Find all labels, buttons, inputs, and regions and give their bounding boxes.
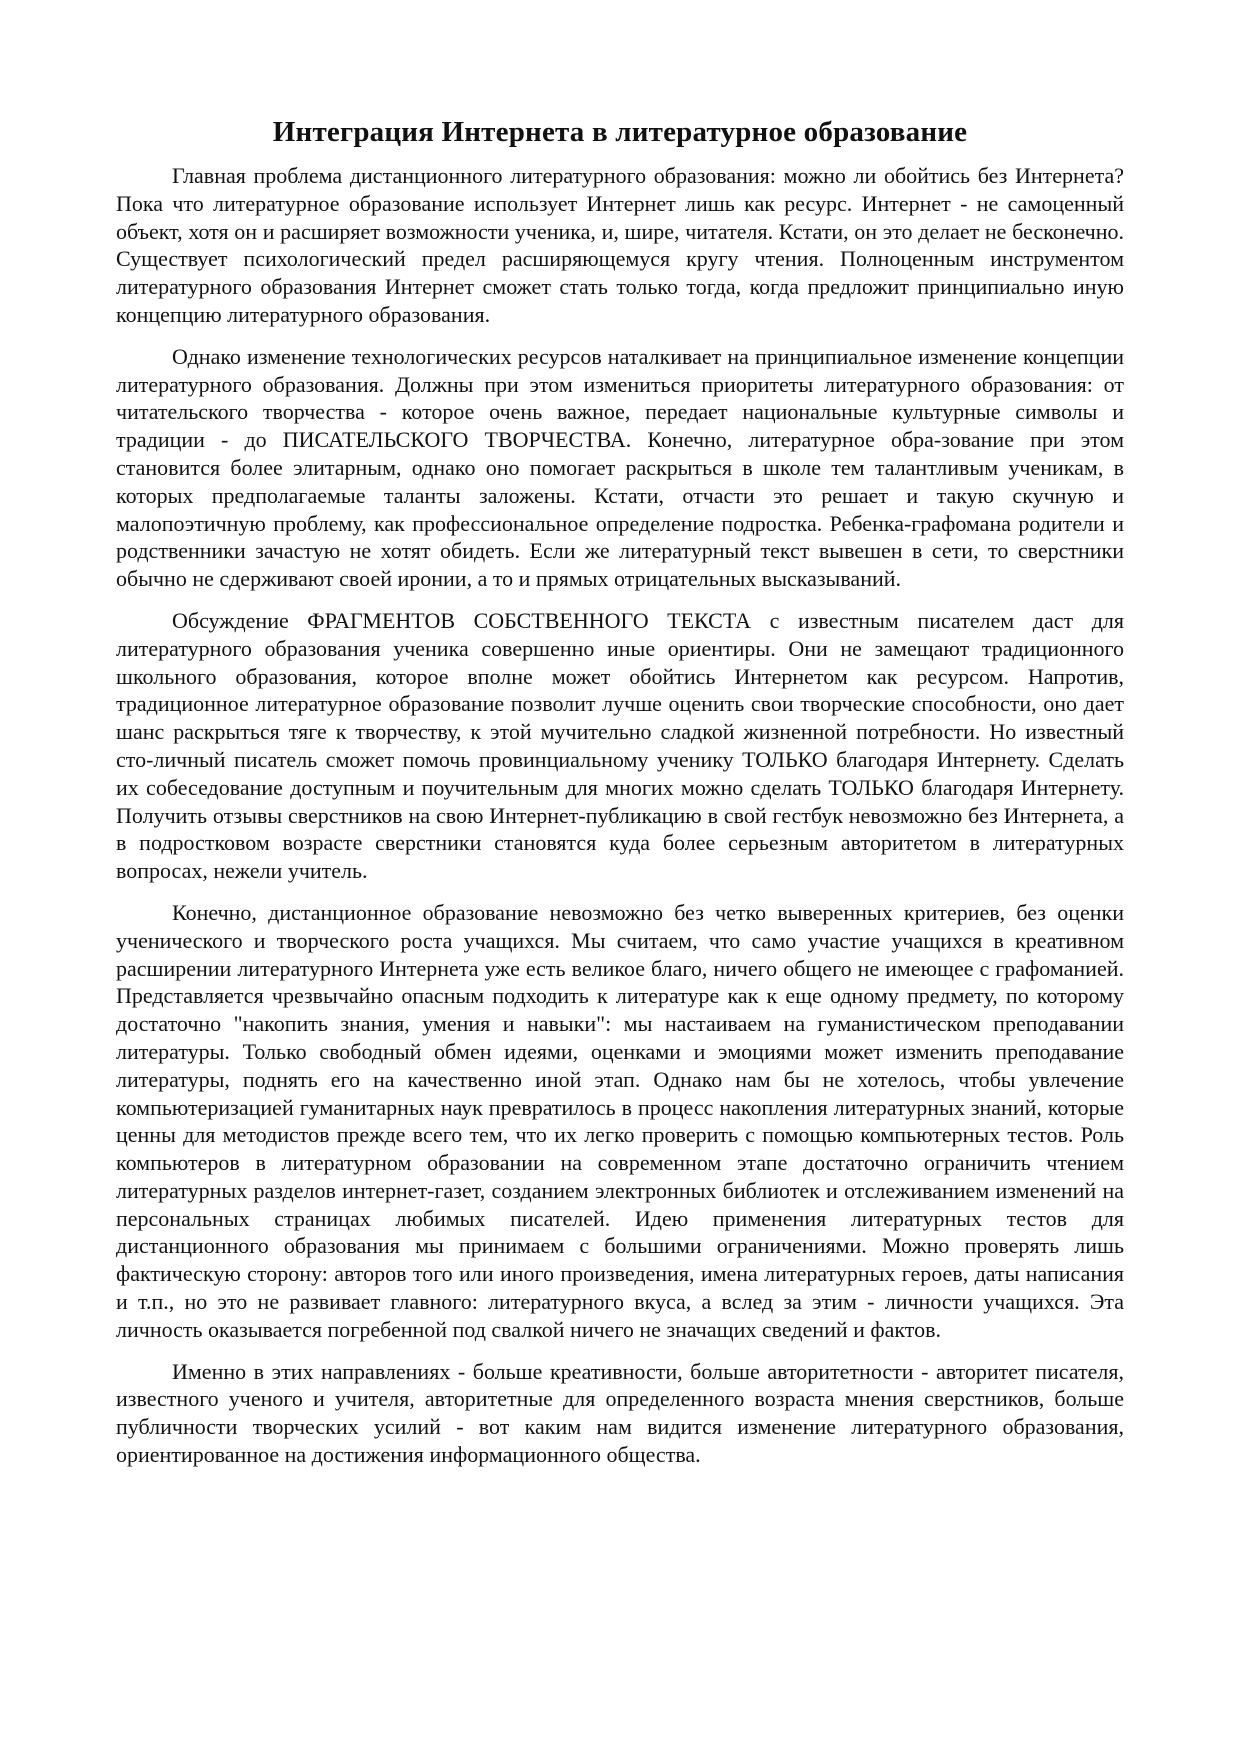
paragraph-3: Обсуждение ФРАГМЕНТОВ СОБСТВЕННОГО ТЕКСТА с известным писателем даст для литературного образования ученика совершенно иные ориентиры. Они не замещают традиционного школьного образования, которое вполне может обойтись Интернетом как ресурсом. Напротив, традиционное литературное образование позволит лучше оценить свои творческие способности, оно дает шанс раскрыться тяге к творчеству, к этой мучительно сладкой жизненной потребности. Но известный сто-личный писатель сможет помочь провинциальному ученику ТОЛЬКО благодаря Интернету. Сделать их собеседование доступным и поучительным для многих можно сделать ТОЛЬКО благодаря Интернету. Получить отзывы сверстников на свою Интернет-публикацию в свой гестбук невозможно без Интернета, а в подростковом возрасте сверстники становятся куда более серьезным авторитетом в литературных вопросах, нежели учитель. [116,607,1124,884]
paragraph-5: Именно в этих направлениях - больше креативности, больше авторитетности - авторитет писателя, известного ученого и учителя, авторитетные для определенного возраста мнения сверстников, больше публичности творческих усилий - вот каким нам видится изменение литературного образования, ориентированное на достижения информационного общества. [116,1358,1124,1468]
document-title: Интеграция Интернета в литературное образование [272,116,968,148]
document-page [116,112,1124,1483]
paragraph-4: Конечно, дистанционное образование невозможно без четко выверенных критериев, без оценки ученического и творческого роста учащихся. Мы считаем, что само участие учащихся в креативном расширении литературного Интернета уже есть великое благо, ничего общего не имеющее с графоманией. Представляется чрезвычайно опасным подходить к литературе как к еще одному предмету, по которому достаточно "накопить знания, умения и навыки": мы настаиваем на гуманистическом преподавании литературы. Только свободный обмен идеями, оценками и эмоциями может изменить преподавание литературы, поднять его на качественно иной этап. Однако нам бы не хотелось, чтобы увлечение компьютеризацией гуманитарных наук превратилось в процесс накопления литературных знаний, которые ценны для методистов прежде всего тем, что их легко проверить с помощью компьютерных тестов. Роль компьютеров в литературном образовании на современном этапе достаточно ограничить чтением литературных разделов интернет-газет, созданием электронных библиотек и отслеживанием изменений на персональных страницах любимых писателей. Идею применения литературных тестов для дистанционного образования мы принимаем с большими ограничениями. Можно проверять лишь фактическую сторону: авторов того или иного произведения, имена литературных героев, даты написания и т.п., но это не развивает главного: литературного вкуса, а вслед за этим - личности учащихся. Эта личность оказывается погребенной под свалкой ничего не значащих сведений и фактов. [116,899,1124,1342]
paragraph-2: Однако изменение технологических ресурсов наталкивает на принципиальное изменение концепции литературного образования. Должны при этом измениться приоритеты литературного образования: от читательского творчества - которое очень важное, передает национальные культурные символы и традиции - до ПИСАТЕЛЬСКОГО ТВОРЧЕСТВА. Конечно, литературное обра-зование при этом становится более элитарным, однако оно помогает раскрыться в школе тем талантливым ученикам, в которых предполагаемые таланты заложены. Кстати, отчасти это решает и такую скучную и малопоэтичную проблему, как профессиональное определение подростка. Ребенка-графомана родители и родственники зачастую не хотят обидеть. Если же литературный текст вывешен в сети, то сверстники обычно не сдерживают своей иронии, а то и прямых отрицательных высказываний. [116,343,1124,592]
paragraph-1: Главная проблема дистанционного литературного образования: можно ли обойтись без Интернета? Пока что литературное образование использует Интернет лишь как ресурс. Интернет - не самоценный объект, хотя он и расширяет возможности ученика, и, шире, читателя. Кстати, он это делает не бесконечно. Существует психологический предел расширяющемуся кругу чтения. Полноценным инструментом литературного образования Интернет сможет стать только тогда, когда предложит принципиально иную концепцию литературного образования. [116,163,1124,327]
